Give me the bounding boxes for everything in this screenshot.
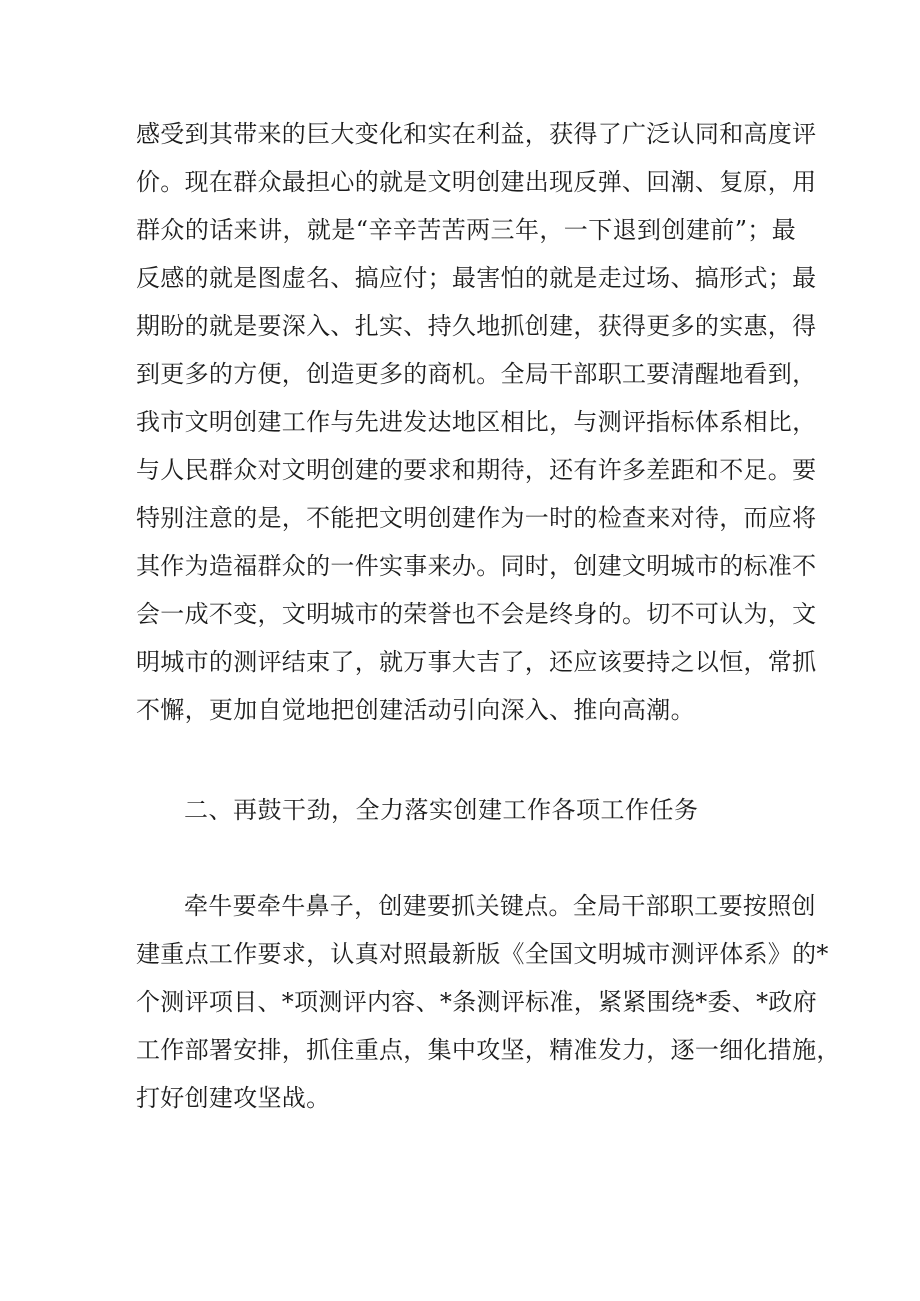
paragraph-2-line-3: 个测评项目、*项测评内容、*条测评标准，紧紧围绕*委、*政府 (136, 988, 817, 1016)
paragraph-2-line-1: 牵牛要牵牛鼻子，创建要抓关键点。全局干部职工要按照创 (184, 892, 816, 920)
paragraph-2-line-5: 打好创建攻坚战。 (136, 1084, 331, 1112)
paragraph-1-line-7: 我市文明创建工作与先进发达地区相比，与测评指标体系相比， (136, 408, 817, 436)
paragraph-2-line-4: 工作部署安排，抓住重点，集中攻坚，精准发力，逐一细化措施， (136, 1036, 841, 1064)
paragraph-1-line-12: 明城市的测评结束了，就万事大吉了，还应该要持之以恒，常抓 (136, 648, 817, 676)
paragraph-1-line-1: 感受到其带来的巨大变化和实在利益，获得了广泛认同和高度评 (136, 120, 817, 148)
paragraph-1-line-8: 与人民群众对文明创建的要求和期待，还有许多差距和不足。要 (136, 456, 817, 484)
paragraph-1-line-4: 反感的就是图虚名、搞应付；最害怕的就是走过场、搞形式；最 (136, 264, 817, 292)
section-heading: 二、再鼓干劲，全力落实创建工作各项工作任务 (184, 796, 699, 824)
paragraph-2-line-2: 建重点工作要求，认真对照最新版《全国文明城市测评体系》的* (136, 940, 829, 968)
paragraph-1-line-11: 会一成不变，文明城市的荣誉也不会是终身的。切不可认为，文 (136, 600, 817, 628)
paragraph-1-line-2: 价。现在群众最担心的就是文明创建出现反弹、回潮、复原，用 (136, 168, 817, 196)
paragraph-1-line-9: 特别注意的是，不能把文明创建作为一时的检查来对待，而应将 (136, 504, 817, 532)
paragraph-1-line-5: 期盼的就是要深入、扎实、持久地抓创建，获得更多的实惠，得 (136, 312, 817, 340)
paragraph-1-line-10: 其作为造福群众的一件实事来办。同时，创建文明城市的标准不 (136, 552, 817, 580)
paragraph-1-line-6: 到更多的方便，创造更多的商机。全局干部职工要清醒地看到， (136, 360, 817, 388)
paragraph-1-line-13: 不懈，更加自觉地把创建活动引向深入、推向高潮。 (136, 696, 695, 724)
paragraph-1-line-3: 群众的话来讲，就是“辛辛苦苦两三年，一下退到创建前”；最 (136, 216, 796, 244)
